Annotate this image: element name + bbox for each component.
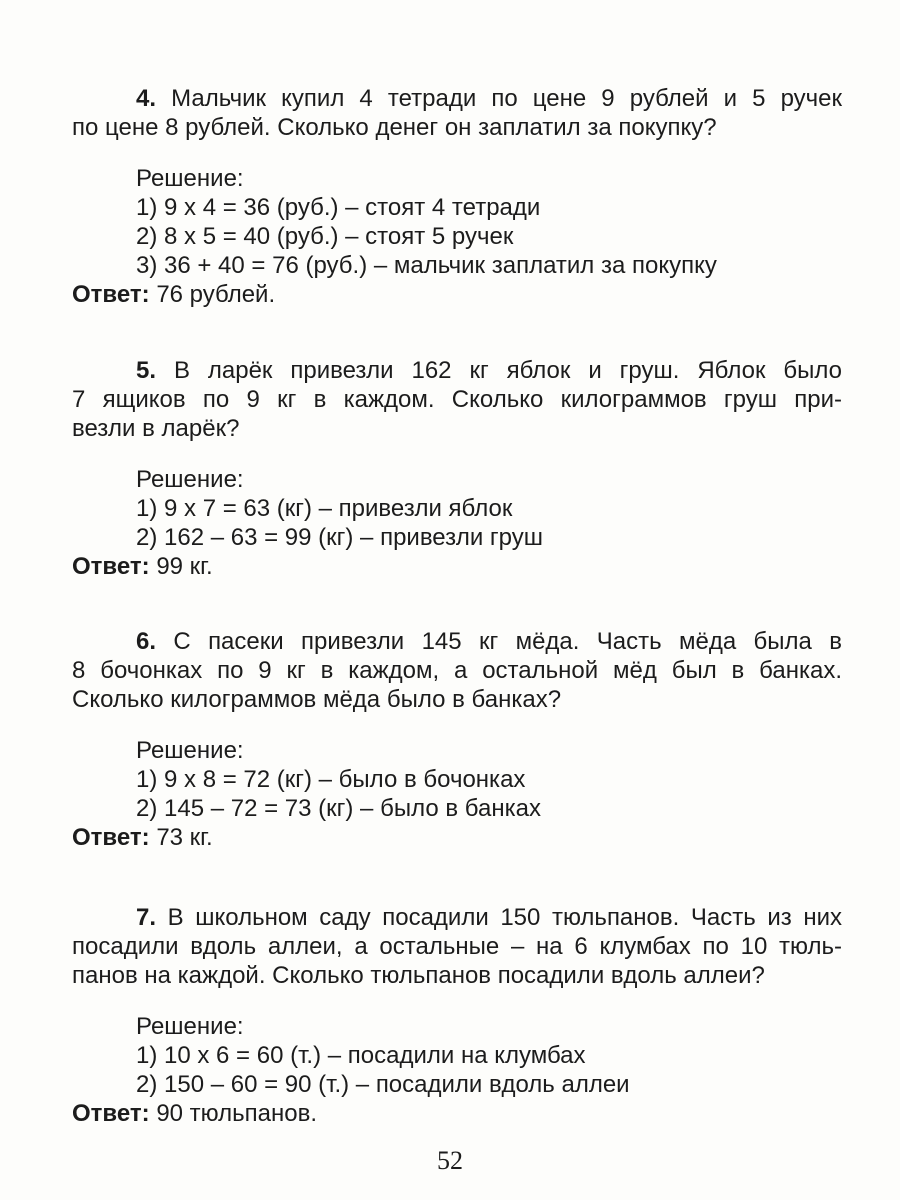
statement-line: посадили вдоль аллеи, а остальные – на 6 клумбах по 10 тюль-: [72, 933, 842, 960]
solution-step: 2) 145 – 72 = 73 (кг) – было в банках: [136, 795, 541, 822]
solution-step: 2) 162 – 63 = 99 (кг) – привезли груш: [136, 524, 544, 551]
statement-line: по цене 8 рублей. Сколько денег он заплатил за покупку?: [72, 114, 717, 141]
answer-line: [72, 823, 842, 852]
answer-value: 76 рублей.: [156, 281, 276, 308]
problem-5: [72, 356, 842, 581]
solution-step: 2) 150 – 60 = 90 (т.) – посадили вдоль аллеи: [136, 1071, 630, 1098]
problem-statement: [72, 84, 842, 142]
solution-step: 1) 9 х 4 = 36 (руб.) – стоят 4 тетради: [136, 194, 541, 221]
solution-step: 1) 10 х 6 = 60 (т.) – посадили на клумбах: [136, 1042, 586, 1069]
statement-line: 7 ящиков по 9 кг в каждом. Сколько килограммов груш при-: [72, 386, 842, 413]
solution-label: Решение:: [136, 737, 244, 764]
problem-number: 7.: [136, 904, 157, 931]
problem-number: 6.: [136, 628, 157, 655]
problem-statement: [72, 903, 842, 990]
solution-step: 1) 9 х 8 = 72 (кг) – было в бочонках: [136, 766, 526, 793]
solution-label: Решение:: [136, 1013, 244, 1040]
problem-number: 4.: [136, 85, 157, 112]
answer-label: Ответ:: [72, 553, 150, 580]
problem-statement: [72, 627, 842, 714]
statement-line: 8 бочонках по 9 кг в каждом, а остальной мёд был в банках.: [72, 657, 842, 684]
statement-line: Мальчик купил 4 тетради по цене 9 рублей и 5 ручек: [171, 85, 842, 112]
answer-line: [72, 280, 842, 309]
answer-value: 90 тюльпанов.: [156, 1100, 318, 1127]
solution-label: Решение:: [136, 165, 244, 192]
answer-value: 73 кг.: [156, 824, 213, 851]
solution-label: Решение:: [136, 466, 244, 493]
problem-statement: [72, 356, 842, 443]
answer-label: Ответ:: [72, 824, 150, 851]
problem-6: [72, 627, 842, 852]
statement-line: панов на каждой. Сколько тюльпанов посадили вдоль аллеи?: [72, 962, 765, 989]
answer-line: [72, 1099, 842, 1128]
statement-line: В школьном саду посадили 150 тюльпанов. Часть из них: [167, 904, 842, 931]
solution-step: 3) 36 + 40 = 76 (руб.) – мальчик заплатил за покупку: [136, 252, 717, 279]
answer-label: Ответ:: [72, 1100, 150, 1127]
solution-step: 1) 9 х 7 = 63 (кг) – привезли яблок: [136, 495, 513, 522]
problem-7: [72, 903, 842, 1128]
answer-label: Ответ:: [72, 281, 150, 308]
solution-step: 2) 8 х 5 = 40 (руб.) – стоят 5 ручек: [136, 223, 514, 250]
answer-value: 99 кг.: [156, 553, 213, 580]
statement-line: С пасеки привезли 145 кг мёда. Часть мёда была в: [173, 628, 842, 655]
statement-line: везли в ларёк?: [72, 415, 240, 442]
statement-line: Сколько килограммов мёда было в банках?: [72, 686, 562, 713]
answer-line: [72, 552, 842, 581]
statement-line: В ларёк привезли 162 кг яблок и груш. Яблок было: [173, 357, 843, 384]
problem-4: [72, 84, 842, 309]
problem-number: 5.: [136, 357, 157, 384]
page-number: 52: [437, 1146, 463, 1175]
